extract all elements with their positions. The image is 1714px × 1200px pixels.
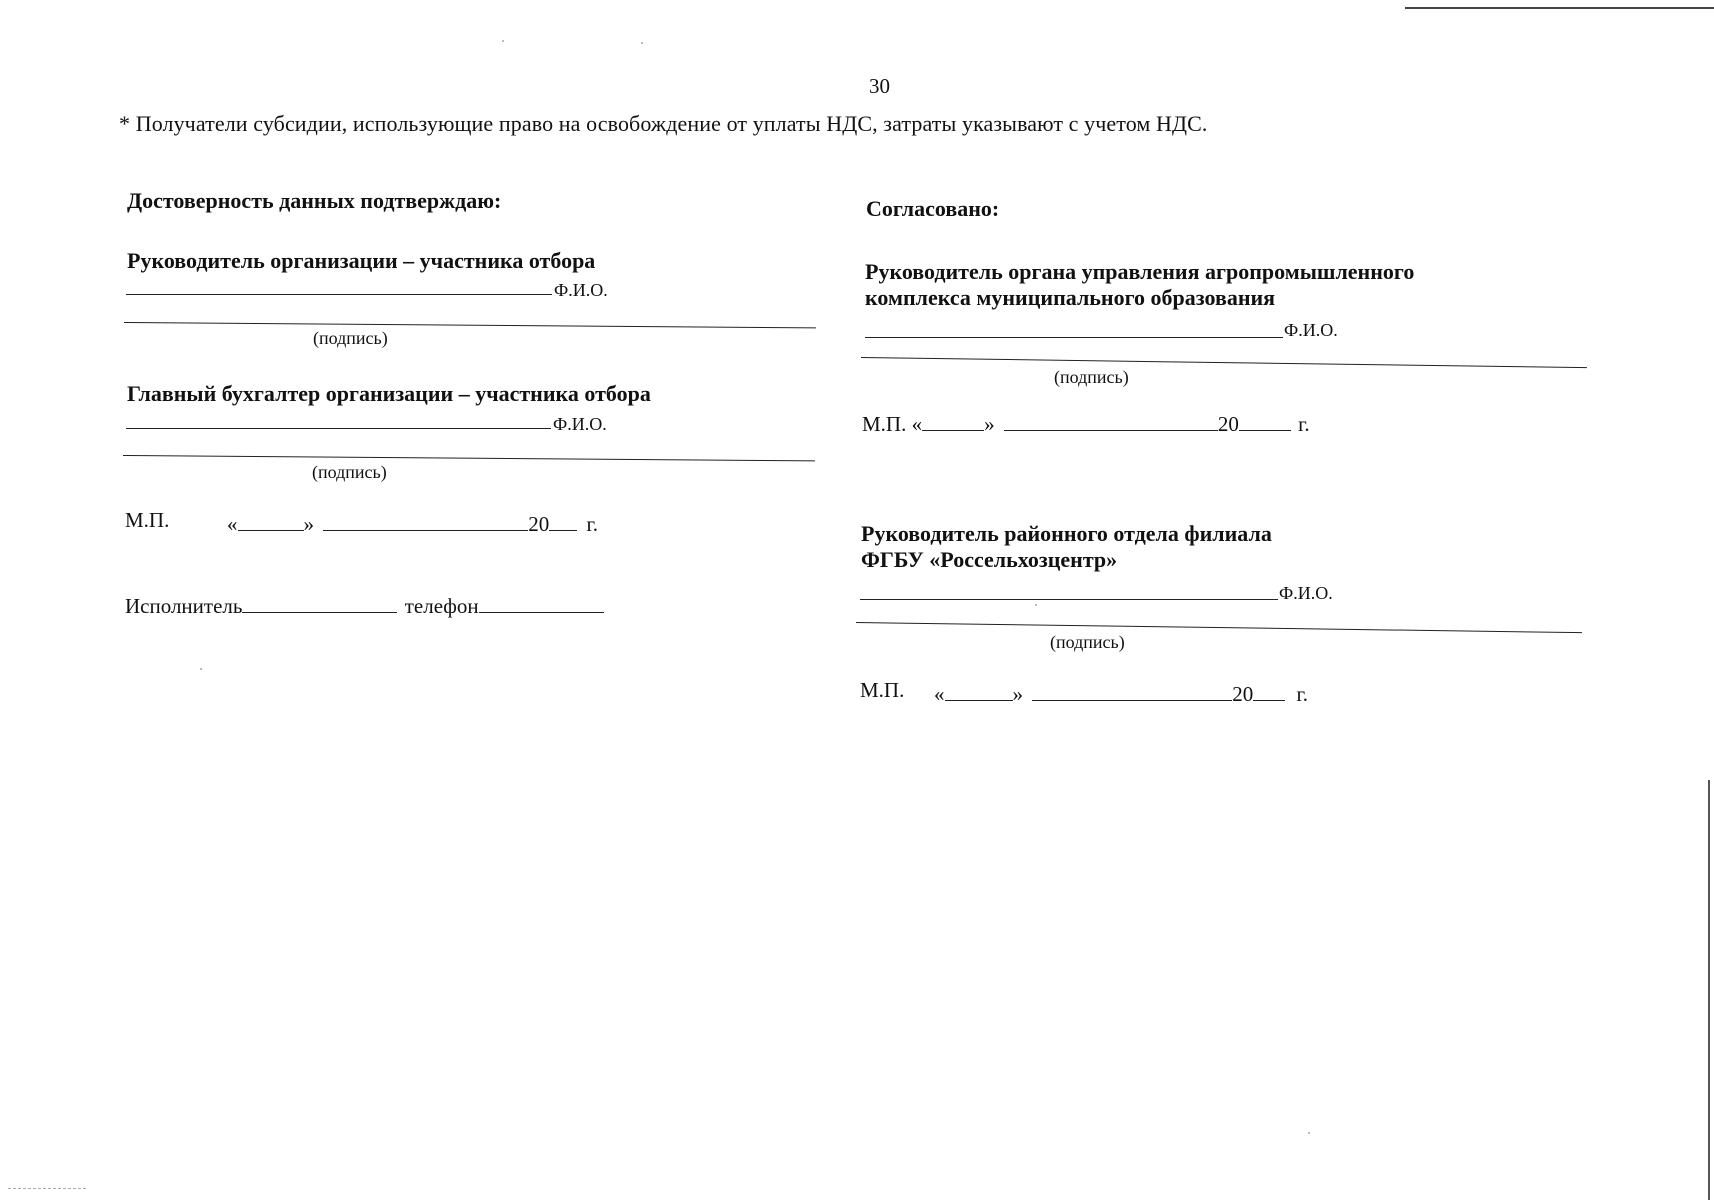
executor-line bbox=[242, 594, 397, 613]
agro-fio-label: Ф.И.О. bbox=[1284, 320, 1338, 340]
left-date-month-line bbox=[323, 512, 528, 531]
left-date-year-suffix: г. bbox=[586, 512, 598, 536]
left-date-quote-open: « bbox=[227, 512, 238, 536]
head-signature-line bbox=[124, 322, 816, 328]
scan-speck bbox=[200, 668, 202, 670]
executor-label: Исполнитель bbox=[125, 594, 243, 618]
agro-date-row bbox=[862, 412, 1310, 436]
district-date-year-prefix: 20 bbox=[1232, 682, 1254, 706]
agro-date-year-line bbox=[1239, 412, 1291, 431]
agreed-heading: Согласовано: bbox=[866, 196, 1000, 221]
agro-date-day-line bbox=[922, 412, 984, 431]
district-date-row bbox=[934, 682, 1308, 706]
left-date-quote-close: » bbox=[303, 512, 314, 536]
scan-speck bbox=[641, 42, 643, 44]
phone-label: телефон bbox=[404, 594, 479, 618]
agro-date-quote-close: » bbox=[984, 412, 995, 436]
agro-signature-caption: (подпись) bbox=[1054, 367, 1129, 387]
footnote: * Получатели субсидии, использующие право на освобождение от уплаты НДС, затраты указывают с учетом НДС. bbox=[119, 111, 1208, 136]
district-signature-caption: (подпись) bbox=[1050, 632, 1125, 652]
scan-speck bbox=[502, 40, 504, 42]
left-date-day-line bbox=[238, 512, 304, 531]
left-date-year-line bbox=[549, 512, 577, 531]
district-title-line1: Руководитель районного отдела филиала bbox=[861, 521, 1272, 546]
agro-fio-line bbox=[865, 337, 1283, 338]
scan-speck bbox=[1308, 1132, 1310, 1134]
left-date-year-prefix: 20 bbox=[528, 512, 550, 536]
district-date-year-line bbox=[1253, 682, 1285, 701]
left-date-row bbox=[227, 512, 598, 536]
agro-stamp-mp: М.П. « bbox=[862, 412, 923, 436]
head-title: Руководитель организации – участника отбора bbox=[127, 248, 596, 273]
left-stamp-mp: М.П. bbox=[125, 508, 170, 532]
accountant-signature-line bbox=[123, 455, 815, 461]
head-fio-line bbox=[126, 294, 552, 295]
accountant-fio-line bbox=[126, 428, 551, 429]
confirm-heading: Достоверность данных подтверждаю: bbox=[127, 188, 502, 213]
district-date-quote-close: » bbox=[1012, 682, 1023, 706]
agro-date-year-suffix: г. bbox=[1298, 412, 1310, 436]
agro-title-line2: комплекса муниципального образования bbox=[865, 285, 1276, 310]
scan-edge-top bbox=[1405, 7, 1714, 9]
agro-title-line1: Руководитель органа управления агропромышленного bbox=[865, 259, 1415, 284]
scan-edge-right bbox=[1708, 780, 1710, 1200]
executor-row bbox=[125, 594, 604, 618]
scan-artifact-line bbox=[8, 1188, 86, 1189]
phone-line bbox=[479, 594, 604, 613]
district-stamp-mp: М.П. bbox=[860, 678, 905, 702]
district-title-line2: ФГБУ «Россельхозцентр» bbox=[861, 547, 1118, 572]
agro-date-year-prefix: 20 bbox=[1217, 412, 1239, 436]
district-date-day-line bbox=[945, 682, 1013, 701]
district-fio-label: Ф.И.О. bbox=[1279, 583, 1333, 603]
district-date-quote-open: « bbox=[934, 682, 945, 706]
accountant-title: Главный бухгалтер организации – участника отбора bbox=[127, 381, 651, 406]
accountant-fio-label: Ф.И.О. bbox=[553, 414, 607, 434]
district-fio-line bbox=[860, 599, 1278, 600]
accountant-signature-caption: (подпись) bbox=[312, 462, 387, 482]
head-signature-caption: (подпись) bbox=[313, 328, 388, 348]
district-date-month-line bbox=[1032, 682, 1232, 701]
district-date-year-suffix: г. bbox=[1296, 682, 1308, 706]
agro-signature-line bbox=[861, 357, 1587, 368]
district-signature-line bbox=[856, 622, 1582, 633]
scan-speck bbox=[1035, 604, 1037, 606]
agro-date-month-line bbox=[1004, 412, 1218, 431]
head-fio-label: Ф.И.О. bbox=[554, 280, 608, 300]
page-number: 30 bbox=[869, 74, 890, 98]
